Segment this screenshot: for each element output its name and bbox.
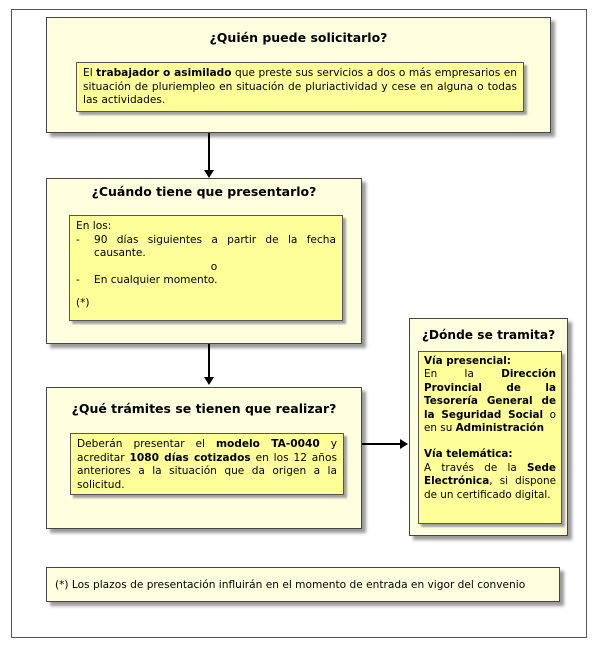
footnote-box — [46, 567, 560, 602]
where-inner-box — [418, 351, 562, 524]
what-title: ¿Qué trámites se tienen que realizar? — [71, 401, 337, 416]
where-telematica-b1: Sede Electrónica — [424, 461, 556, 488]
when-note-mark: (*) — [76, 296, 90, 309]
where-telematica-p1: A través de la — [424, 461, 527, 474]
what-p3: en los 12 años anteriores a la situación que da origen a la solicitud. — [77, 451, 337, 491]
where-presencial-text — [424, 368, 556, 435]
when-inner-box — [69, 215, 343, 321]
who-text-prefix: El — [83, 67, 97, 79]
what-p2: y acreditar — [77, 438, 337, 464]
who-inner-box — [76, 62, 524, 112]
where-telematica-label: Vía telemática: — [424, 448, 513, 461]
who-title: ¿Quién puede solicitarlo? — [209, 30, 388, 45]
what-inner-box — [70, 433, 344, 495]
where-title: ¿Dónde se tramita? — [421, 328, 556, 342]
arrow-when-to-what — [208, 344, 210, 378]
when-title: ¿Cuándo tiene que presentarlo? — [91, 184, 317, 199]
dash-2: - — [76, 274, 80, 287]
arrow-who-to-when — [208, 133, 210, 171]
arrow-head-when-to-what — [204, 377, 214, 385]
where-telematica-p2: , si dispone de un certificado digital. — [424, 475, 556, 501]
when-item-1-text: 90 días siguientes a partir de la fecha causante. — [94, 233, 336, 260]
what-b2: 1080 días cotizados — [129, 451, 251, 464]
when-item-1 — [76, 234, 336, 261]
where-box — [409, 318, 568, 536]
when-item-2 — [76, 274, 336, 288]
arrow-head-who-to-when — [204, 170, 214, 178]
who-text-bold: trabajador o asimilado — [96, 67, 232, 79]
what-b1: modelo TA-0040 — [215, 438, 320, 450]
where-presencial-p2: o en su — [424, 408, 556, 435]
where-presencial-label: Vía presencial: — [424, 355, 511, 367]
when-intro: En los: — [76, 220, 112, 232]
where-presencial-b2: Administración — [455, 422, 544, 435]
when-or: o — [210, 260, 218, 273]
arrow-what-to-where — [362, 443, 401, 445]
footnote-text: (*) Los plazos de presentación influirán en el momento de entrada en vigor del convenio — [55, 578, 526, 591]
dash-1: - — [76, 233, 80, 246]
where-presencial-p1: En la — [424, 368, 502, 381]
when-item-2-text: En cualquier momento. — [94, 274, 218, 287]
when-box — [46, 178, 362, 344]
who-box — [46, 17, 551, 133]
who-text-rest: que preste sus servicios a dos o más empresarios en situación de pluriempleo en situación de pluriactividad y cese en alguna o todas las actividades. — [83, 67, 517, 107]
arrow-head-what-to-where — [400, 439, 408, 449]
where-telematica-text — [424, 462, 556, 502]
where-presencial-b1: Dirección Provincial de la Tesorería General de la Seguridad Social — [424, 368, 556, 421]
what-p1: Deberán presentar el — [77, 438, 216, 450]
what-box — [46, 387, 362, 529]
